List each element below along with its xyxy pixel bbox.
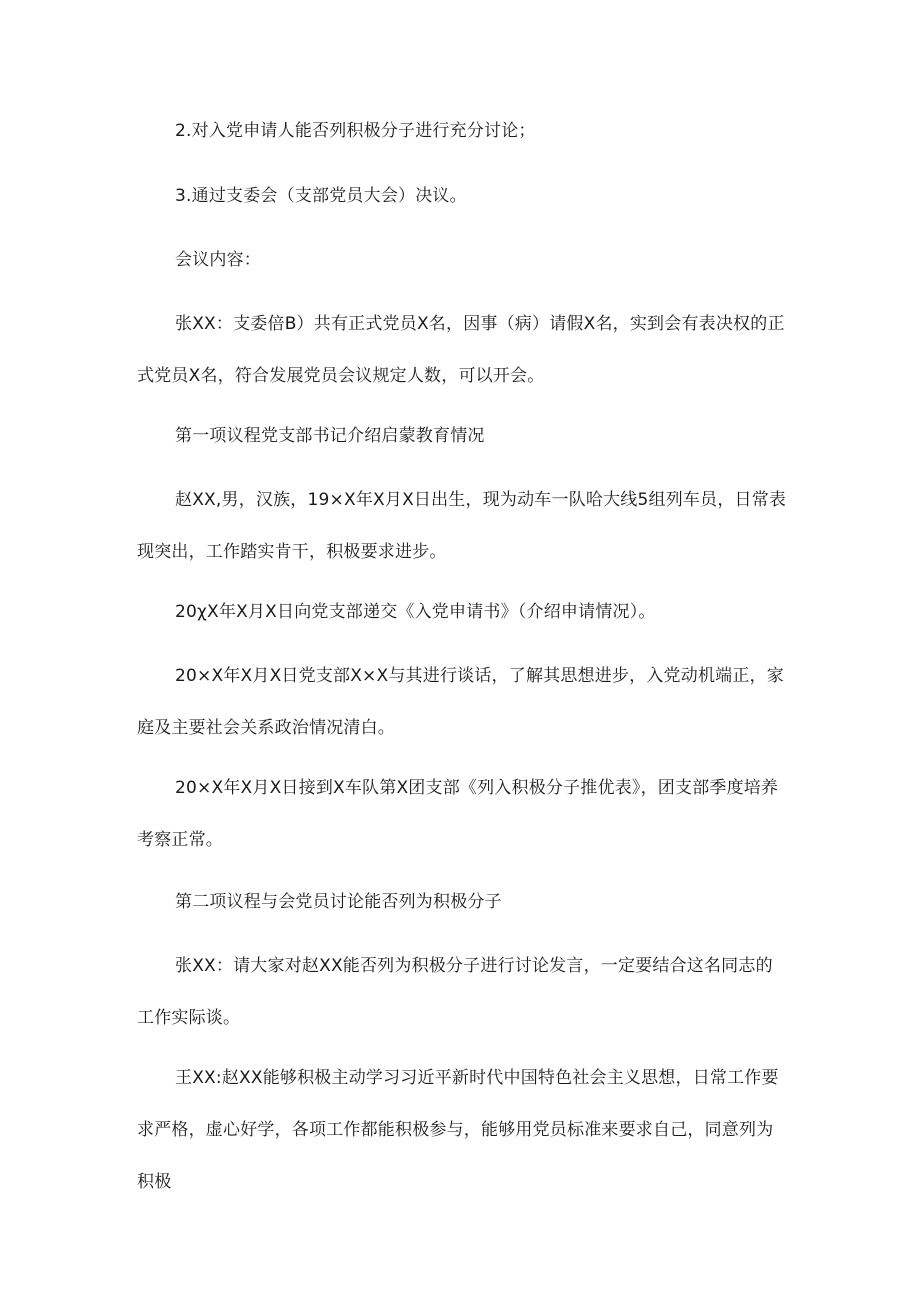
- paragraph-application-date: 20χX年X月X日向党支部递交《入党申请书》（介绍申请情况）。: [175, 602, 656, 622]
- paragraph-interview-record: 20×X年X月X日党支部X×X与其进行谈话，了解其思想进步，入党动机端正，家庭及主要社会关系政治情况清白。: [137, 666, 784, 738]
- paragraph-recommendation-record: 20×X年X月X日接到X车队第X团支部《列入积极分子推优表》，团支部季度培养考察正常。: [137, 778, 779, 850]
- paragraph-agenda-two-heading: 第二项议程与会党员讨论能否列为积极分子: [175, 892, 502, 912]
- paragraph-candidate-profile: 赵XX,男，汉族，19×X年X月X日出生，现为动车一队哈大线5组列车员，日常表现突出，工作踏实肯干，积极要求进步。: [137, 490, 787, 562]
- paragraph-member-comment: 王XX:赵XX能够积极主动学习习近平新时代中国特色社会主义思想，日常工作要求严格，虚心好学，各项工作都能积极参与，能够用党员标准来要求自己，同意列为积极: [137, 1068, 779, 1192]
- paragraph-agenda-item-3: 3.通过支委会（支部党员大会）决议。: [175, 186, 467, 206]
- paragraph-meeting-content-heading: 会议内容：: [175, 250, 261, 270]
- paragraph-agenda-one-heading: 第一项议程党支部书记介绍启蒙教育情况: [175, 426, 485, 446]
- paragraph-chair-remark: 张XX：请大家对赵XX能否列为积极分子进行讨论发言，一定要结合这名同志的工作实际谈。: [137, 956, 773, 1028]
- paragraph-attendance-statement: 张XX：支委倍B）共有正式党员X名，因事（病）请假X名，实到会有表决权的正式党员X名，符合发展党员会议规定人数，可以开会。: [137, 314, 785, 386]
- paragraph-agenda-item-2: 2.对入党申请人能否列积极分子进行充分讨论；: [175, 121, 536, 141]
